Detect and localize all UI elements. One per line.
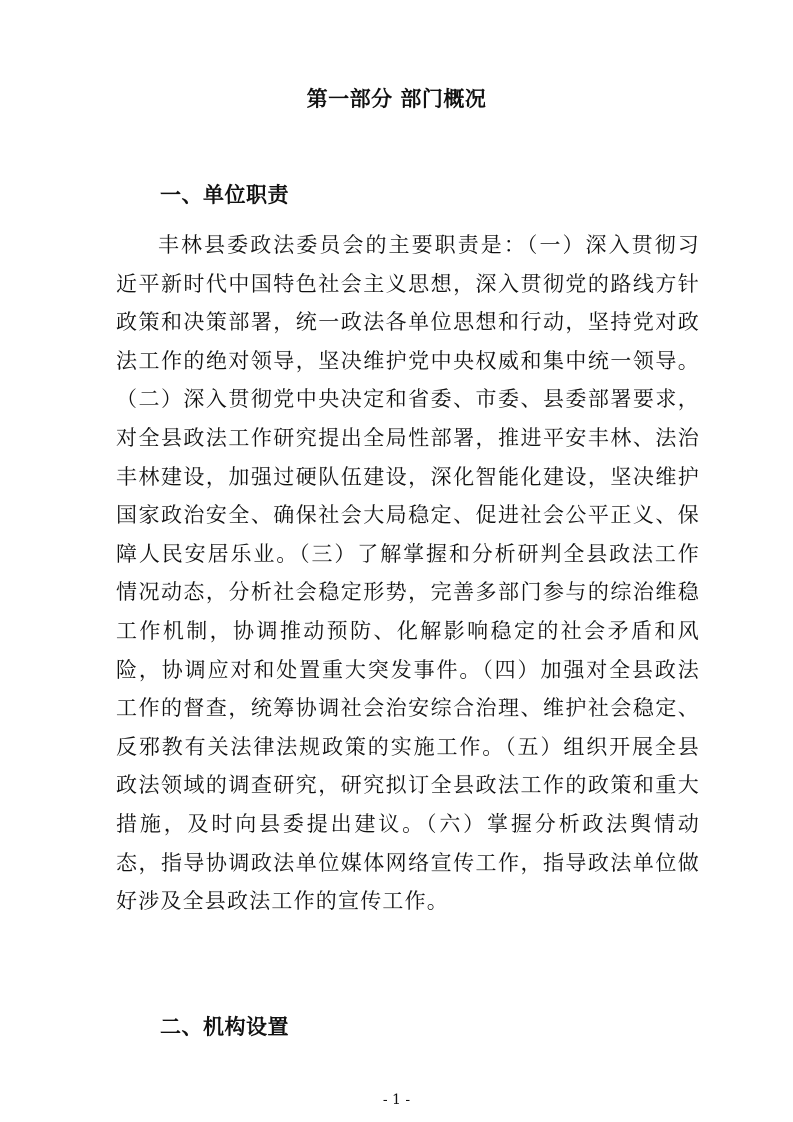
page-title: 第一部分 部门概况 [306, 87, 487, 111]
page-number: - 1 - [382, 1092, 411, 1108]
section-heading-unit-duties: 一、单位职责 [160, 183, 289, 207]
section-heading-organization: 二、机构设置 [160, 1015, 289, 1039]
section-body-unit-duties: 丰林县委政法委员会的主要职责是：（一）深入贯彻习近平新时代中国特色社会主义思想，深入贯彻党的路线方针政策和决策部署，统一政法各单位思想和行动，坚持党对政法工作的绝对领导，坚决维护党中央权威和集中统一领导。（二）深入贯彻党中央决定和省委、市委、县委部署要求，对全县政法工作研究提出全局性部署，推进平安丰林、法治丰林建设，加强过硬队伍建设，深化智能化建设，坚决维护国家政治安全、确保社会大局稳定、促进社会公平正义、保障人民安居乐业。（三）了解掌握和分析研判全县政法工作情况动态，分析社会稳定形势，完善多部门参与的综治维稳工作机制，协调推动预防、化解影响稳定的社会矛盾和风险，协调应对和处置重大突发事件。（四）加强对全县政法工作的督查，统筹协调社会治安综合治理、维护社会稳定、反邪教有关法律法规政策的实施工作。（五）组织开展全县政法领域的调查研究，研究拟订全县政法工作的政策和重大措施，及时向县委提出建议。（六）掌握分析政法舆情动态，指导协调政法单位媒体网络宣传工作，指导政法单位做好涉及全县政法工作的宣传工作。 [116, 233, 700, 914]
